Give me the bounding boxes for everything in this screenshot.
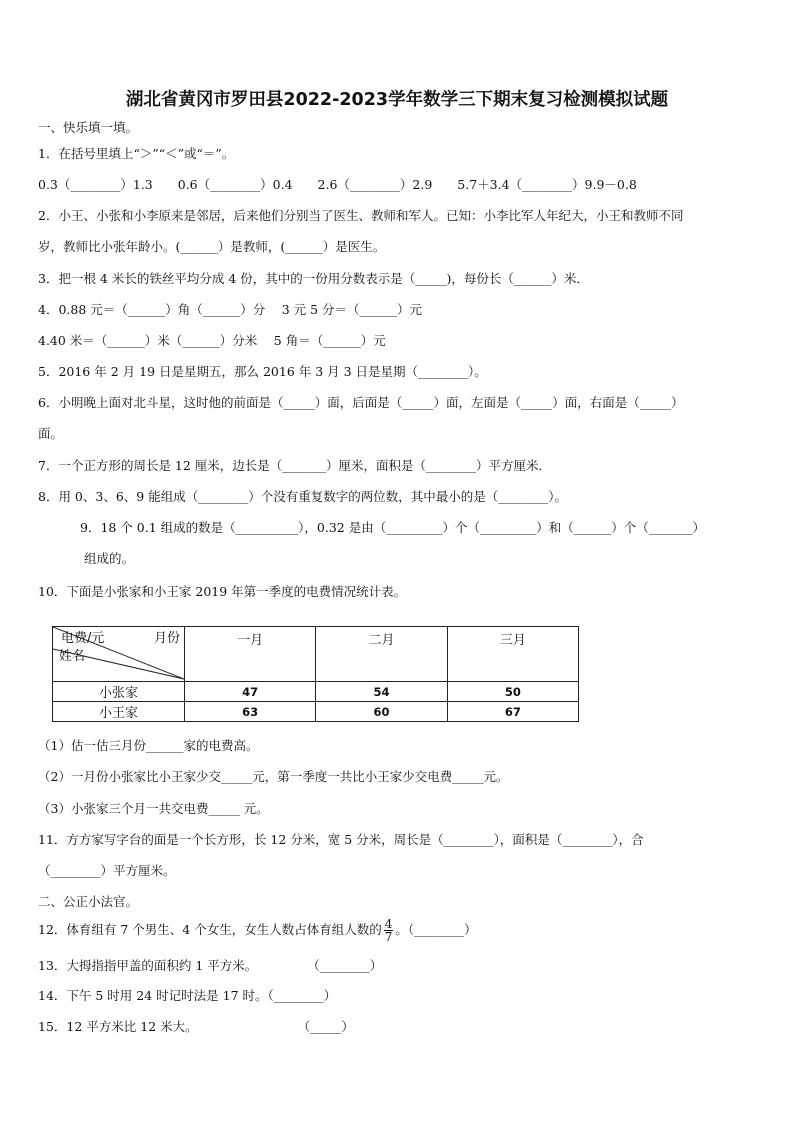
question-9-line2: 组成的。: [84, 551, 135, 566]
question-11-line1: 11．方方家写字台的面是一个长方形，长 12 分米，宽 5 分米，周长是（________），面积是（________），合: [38, 832, 644, 847]
question-8: 8．用 0、3、6、9 能组成（________）个没有重复数字的两位数，其中最小的是（________）。: [38, 489, 567, 504]
section-heading-fill: 一、快乐填一填。: [38, 120, 139, 135]
question-11-line2: （________）平方厘米。: [38, 863, 176, 878]
fraction-four-sevenths: [384, 918, 394, 943]
question-10-sub1: （1）估一估三月份______家的电费高。: [38, 738, 259, 753]
question-4-line1: 4．0.88 元＝（______）角（______）分 3 元 5 分＝（______）元: [38, 302, 423, 317]
exam-title: 湖北省黄冈市罗田县2022-2023学年数学三下期末复习检测模拟试题: [125, 90, 669, 110]
table-header-row: [53, 627, 579, 682]
table-cell: 47: [185, 682, 316, 702]
question-15: 15．12 平方米比 12 米大。 （_____）: [38, 1019, 354, 1034]
question-1-items: 0.3（________）1.3 0.6（________）0.4 2.6（________）2.9 5.7＋3.4（________）9.9－0.8: [38, 177, 637, 192]
table-row-name: 小张家: [53, 682, 185, 702]
question-1: 1．在括号里填上“＞”“＜”或“＝”。: [38, 146, 235, 161]
corner-label-name: 姓名: [59, 649, 86, 664]
electricity-bill-table: [52, 626, 579, 722]
question-14: 14．下午 5 时用 24 时记时法是 17 时。（________）: [38, 988, 337, 1003]
table-cell: 63: [185, 702, 316, 722]
table-header-month: 二月: [316, 627, 447, 682]
fraction-numerator: 4: [384, 917, 393, 931]
question-12: [38, 916, 477, 944]
question-2-line1: 2．小王、小张和小李原来是邻居，后来他们分别当了医生、教师和军人。已知：小李比军人年纪大，小王和教师不同: [38, 208, 684, 223]
section-heading-judge: 二、公正小法官。: [38, 894, 139, 909]
table-header-month: 三月: [447, 627, 578, 682]
table-row-name: 小王家: [53, 702, 185, 722]
question-10: 10．下面是小张家和小王家 2019 年第一季度的电费情况统计表。: [38, 584, 407, 599]
table-cell: 50: [447, 682, 578, 702]
question-2-line2: 岁，教师比小张年龄小。(______）是教师，(______）是医生。: [38, 239, 386, 254]
question-5: 5．2016 年 2 月 19 日是星期五，那么 2016 年 3 月 3 日是星期（________）。: [38, 364, 487, 379]
question-12-text: 12．体育组有 7 个男生、4 个女生，女生人数占体育组人数的: [38, 922, 382, 937]
question-6-line2: 面。: [38, 426, 64, 441]
table-cell: 60: [316, 702, 447, 722]
question-12-answer: 。（________）: [395, 922, 477, 937]
fraction-denominator: 7: [384, 930, 393, 944]
question-6-line1: 6．小明晚上面对北斗星，这时他的前面是（_____）面，后面是（_____）面，左面是（_____）面，右面是（_____）: [38, 395, 684, 410]
corner-label-month: 月份: [153, 631, 180, 646]
question-9-line1: 9．18 个 0.1 组成的数是（__________），0.32 是由（_________）个（_________）和（______）个（_______）: [80, 520, 705, 535]
table-header-month: 一月: [185, 627, 316, 682]
table-row: [53, 702, 579, 722]
table-cell: 67: [447, 702, 578, 722]
table-corner-cell: [53, 627, 185, 682]
table-row: [53, 682, 579, 702]
question-10-sub3: （3）小张家三个月一共交电费_____ 元。: [38, 801, 269, 816]
question-13: 13．大拇指指甲盖的面积约 1 平方米。 （________）: [38, 958, 383, 973]
question-4-line2: 4.40 米＝（______）米（______）分米 5 角＝（______）元: [38, 333, 386, 348]
question-10-sub2: （2）一月份小张家比小王家少交_____元，第一季度一共比小王家少交电费_____元。: [38, 769, 509, 784]
question-3: 3．把一根 4 米长的铁丝平均分成 4 份，其中的一份用分数表示是（_____)，每份长（______）米．: [38, 271, 589, 286]
corner-label-fee: 电费/元: [61, 631, 105, 646]
question-7: 7．一个正方形的周长是 12 厘米，边长是（_______）厘米，面积是（________）平方厘米．: [38, 458, 552, 473]
table-cell: 54: [316, 682, 447, 702]
